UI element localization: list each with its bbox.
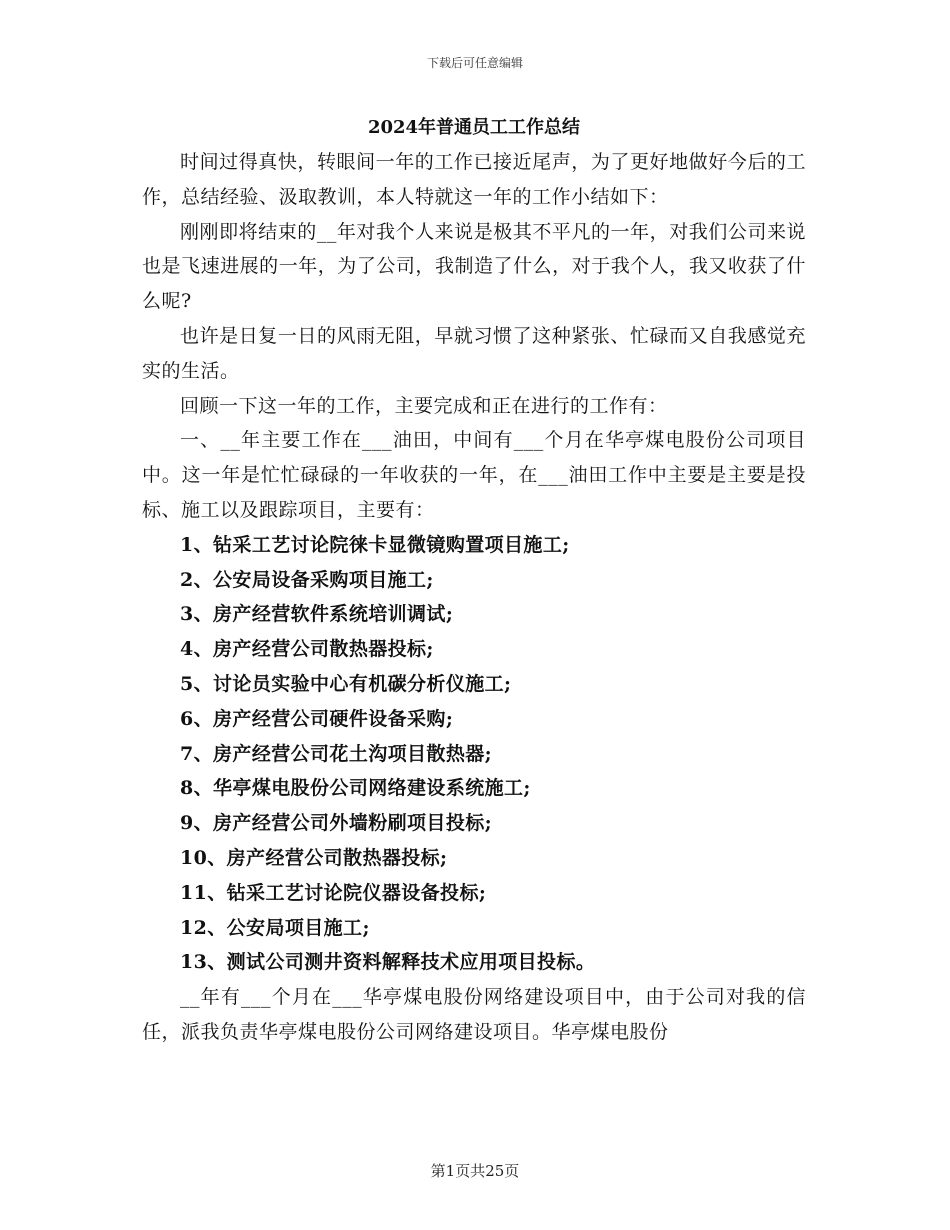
list-item: 13、测试公司测井资料解释技术应用项目投标。 (180, 951, 596, 974)
paragraph-recap: 回顾一下这一年的工作，主要完成和正在进行的工作有： (180, 394, 668, 417)
list-item: 5、讨论员实验中心有机碳分析仪施工; (180, 672, 512, 695)
list-item: 3、房产经营软件系统培训调试; (180, 603, 454, 626)
paragraph-routine: 也许是日复一日的风雨无阻，早就习惯了这种紧张、忙碌而又自我感觉充实的生活。 (142, 324, 806, 382)
list-item: 4、房产经营公司散热器投标; (180, 638, 434, 661)
document-title: 2024年普通员工工作总结 (367, 117, 581, 138)
list-item: 11、钻采工艺讨论院仪器设备投标; (180, 881, 487, 904)
list-item: 9、房产经营公司外墙粉刷项目投标; (180, 812, 493, 835)
paragraph-main-work: 一、__年主要工作在___油田，中间有___个月在华亭煤电股份公司项目中。这一年是忙忙碌碌的一年收获的一年，在___油田工作中主要是主要是投标、施工以及跟踪项目，主要有： (142, 429, 806, 521)
paragraph-project-detail: __年有___个月在___华亭煤电股份网络建设项目中，由于公司对我的信任，派我负责华亭煤电股份公司网络建设项目。华亭煤电股份 (142, 986, 806, 1043)
list-item: 10、房产经营公司散热器投标; (180, 846, 448, 869)
project-list (142, 528, 806, 980)
list-item: 2、公安局设备采购项目施工; (180, 568, 434, 591)
list-item: 6、房产经营公司硬件设备采购; (180, 707, 454, 730)
paragraph-intro: 时间过得真快，转眼间一年的工作已接近尾声，为了更好地做好今后的工作，总结经验、汲取教训，本人特就这一年的工作小结如下： (142, 151, 806, 208)
header-note: 下载后可任意编辑 (426, 56, 523, 70)
list-item: 7、房产经营公司花土沟项目散热器; (180, 742, 493, 765)
list-item: 12、公安局项目施工; (180, 916, 370, 939)
page-number: 第1页共25页 (430, 1162, 520, 1180)
paragraph-year-review: 刚刚即将结束的__年对我个人来说是极其不平凡的一年，对我们公司来说也是飞速进展的一年，为了公司，我制造了什么，对于我个人，我又收获了什么呢? (142, 220, 806, 313)
list-item: 8、华亭煤电股份公司网络建设系统施工; (180, 777, 531, 800)
list-item: 1、钻采工艺讨论院徕卡显微镜购置项目施工; (180, 533, 570, 556)
document-body (142, 112, 806, 1050)
